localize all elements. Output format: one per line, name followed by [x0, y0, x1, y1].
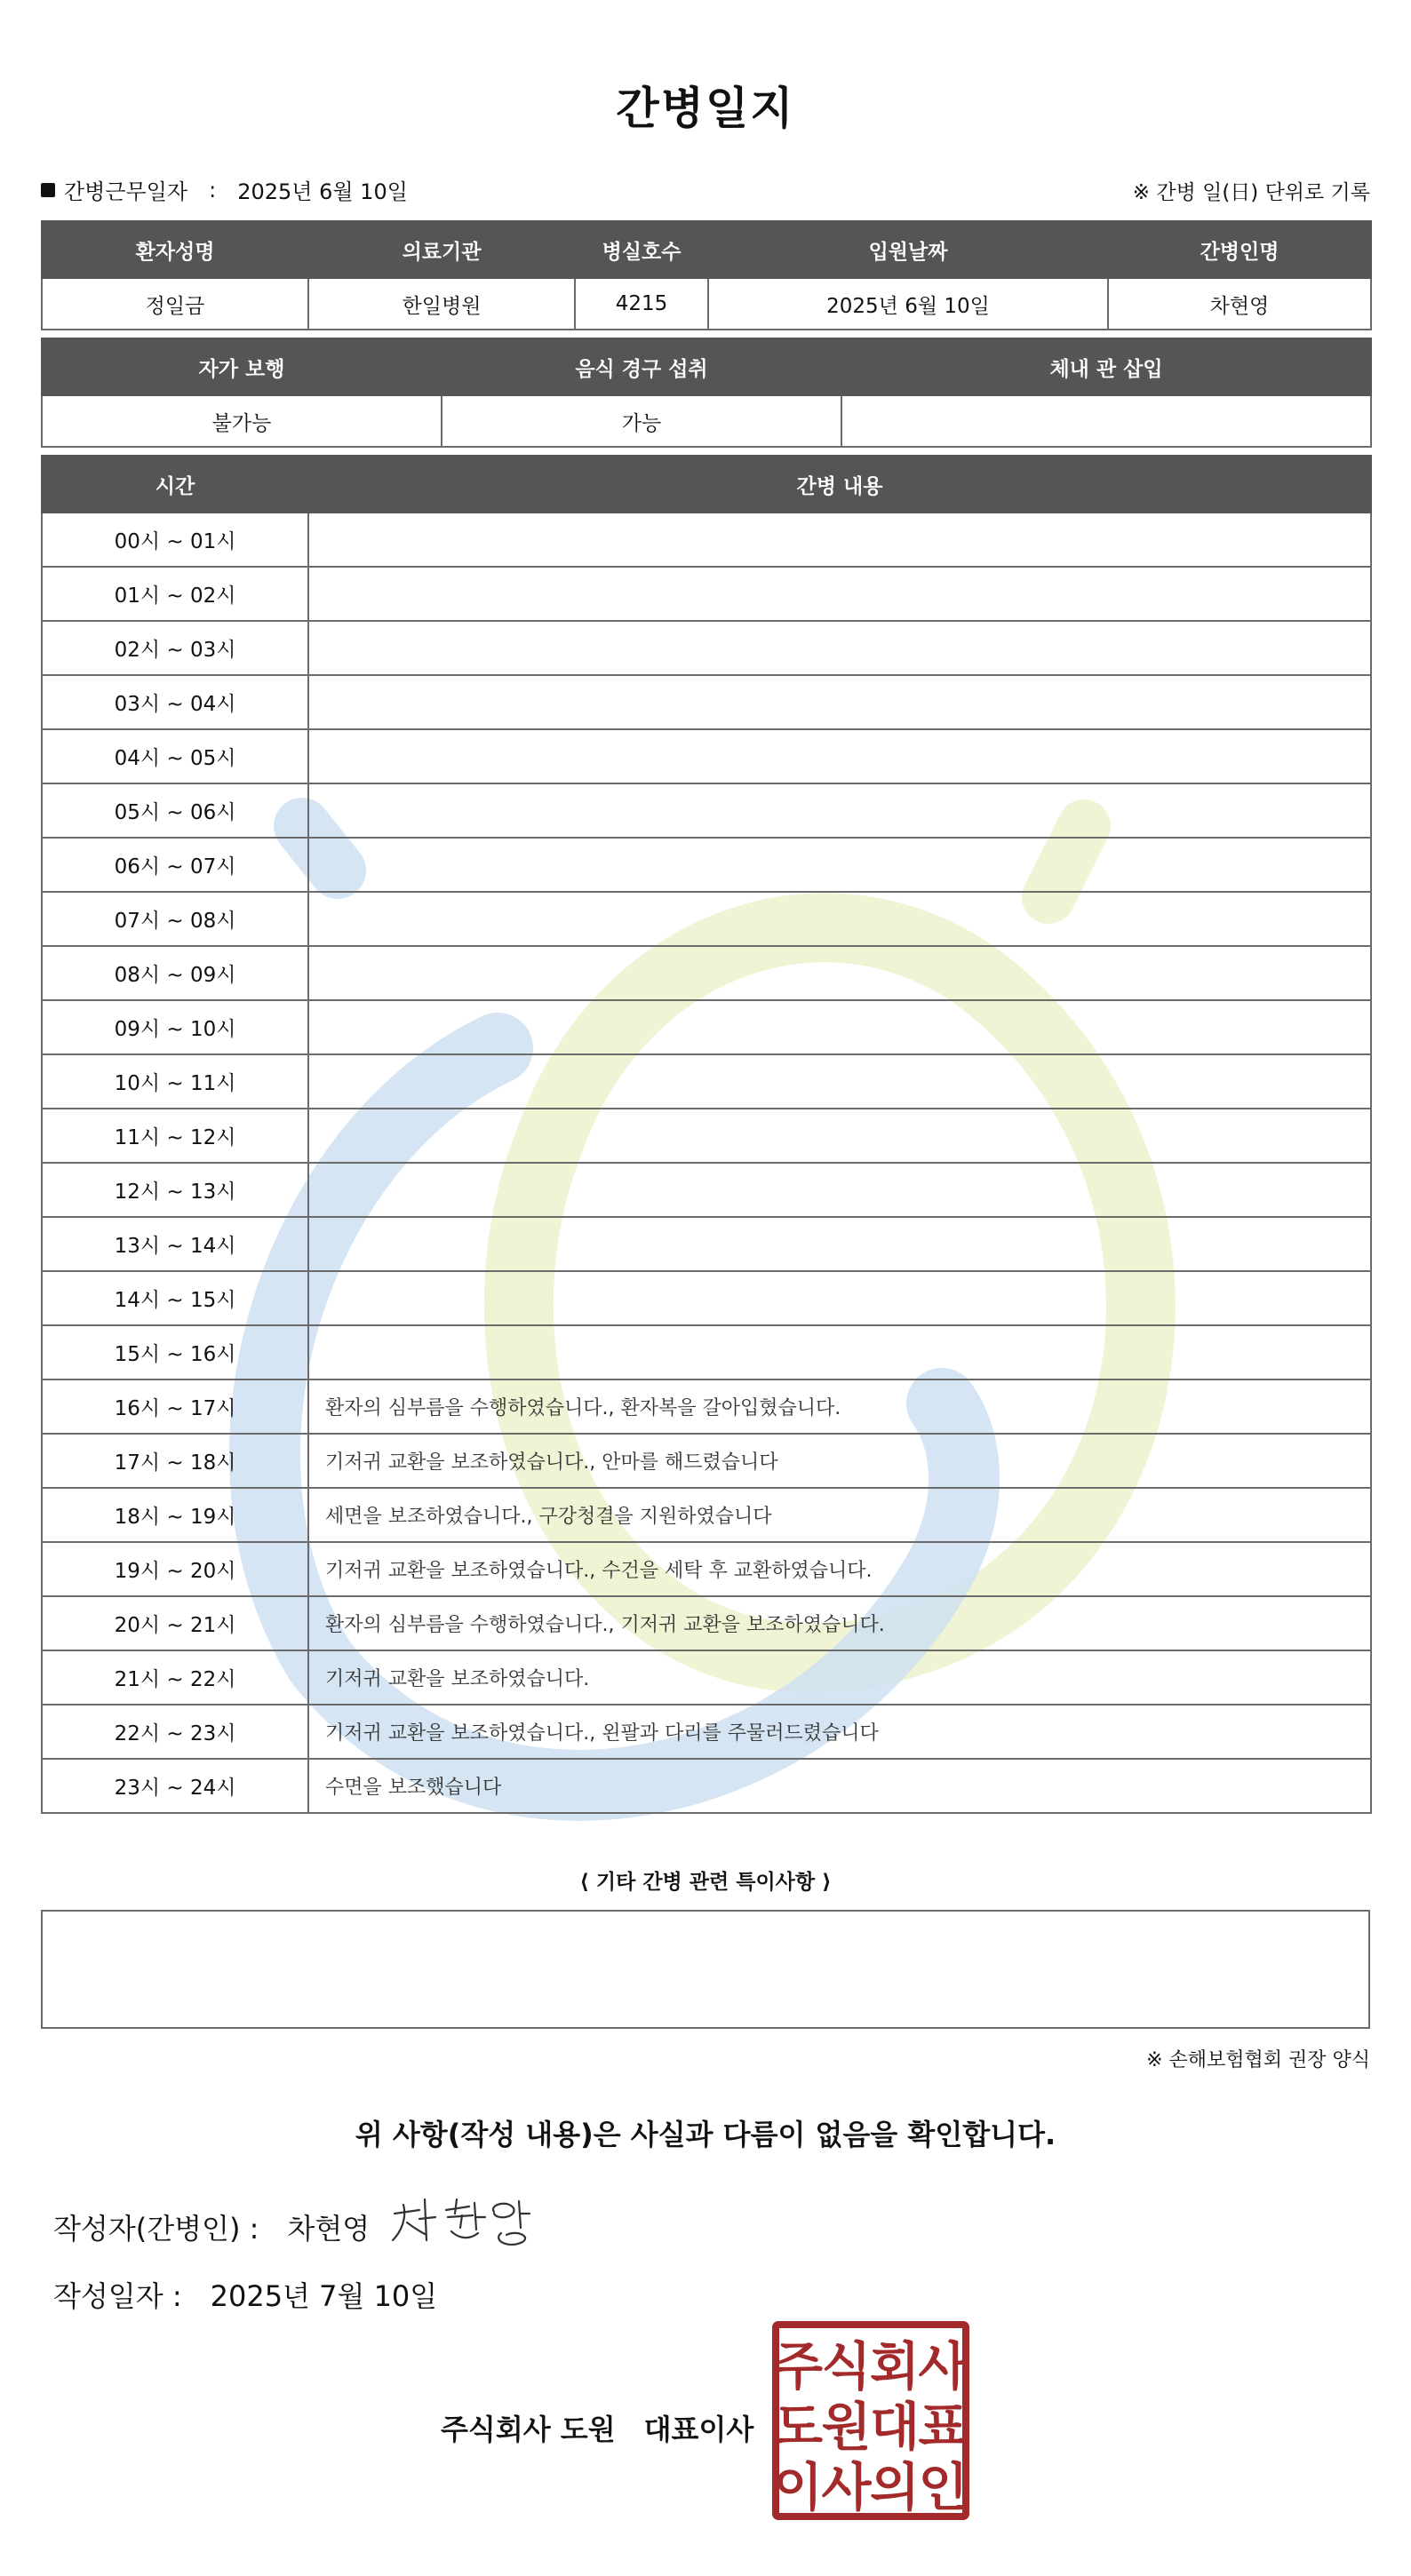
- seal-glyph: 주: [772, 2336, 824, 2397]
- table-row: [42, 395, 1371, 447]
- care-content-cell: [308, 729, 1371, 783]
- table-row: [42, 1000, 1371, 1054]
- care-content-cell: [308, 675, 1371, 729]
- table-row: [42, 1650, 1371, 1705]
- seal-glyph: 대: [869, 2397, 921, 2457]
- time-slot-cell: 12시 ~ 13시: [42, 1163, 308, 1217]
- bullet-square-icon: [41, 183, 55, 197]
- care-content-cell: [308, 567, 1371, 621]
- care-content-cell: [308, 946, 1371, 1000]
- header-care-content: 간병 내용: [308, 456, 1371, 513]
- handwritten-signature: [384, 2187, 544, 2258]
- document-title: 간병일지: [616, 83, 795, 134]
- patient-status-table: [41, 338, 1372, 448]
- time-slot-cell: 15시 ~ 16시: [42, 1325, 308, 1379]
- care-content-cell: 기저귀 교환을 보조하였습니다., 왼팔과 다리를 주물러드렸습니다: [308, 1705, 1371, 1759]
- care-content-cell: 기저귀 교환을 보조하였습니다.: [308, 1650, 1371, 1705]
- form-source-note: ※ 손해보험협회 권장 양식: [1146, 2049, 1370, 2071]
- table-row: [42, 1434, 1371, 1488]
- care-content-cell: [308, 1163, 1371, 1217]
- care-content-cell: [308, 1000, 1371, 1054]
- table-header-row: [42, 456, 1371, 513]
- time-slot-cell: 07시 ~ 08시: [42, 892, 308, 946]
- header-oral-intake: 음식 경구 섭취: [442, 338, 841, 395]
- time-slot-cell: 16시 ~ 17시: [42, 1379, 308, 1434]
- confirmation-statement: 위 사항(작성 내용)은 사실과 다름이 없음을 확인합니다.: [355, 2118, 1056, 2151]
- time-slot-cell: 00시 ~ 01시: [42, 513, 308, 567]
- tube-insertion-cell: [841, 395, 1371, 447]
- header-patient-name: 환자성명: [42, 221, 308, 278]
- care-content-cell: [308, 1109, 1371, 1163]
- header-admission-date: 입원날짜: [708, 221, 1108, 278]
- table-row: [42, 567, 1371, 621]
- record-unit-note: ※ 간병 일(日) 단위로 기록: [1132, 181, 1370, 204]
- time-slot-cell: 06시 ~ 07시: [42, 838, 308, 892]
- seal-glyph: 도: [772, 2397, 824, 2457]
- writer-line: [53, 2206, 370, 2247]
- company-name: 주식회사 도원: [441, 2413, 616, 2446]
- care-content-cell: 기저귀 교환을 보조하였습니다., 안마를 해드렸습니다: [308, 1434, 1371, 1488]
- header-room-number: 병실호수: [575, 221, 708, 278]
- care-content-cell: 환자의 심부름을 수행하였습니다., 기저귀 교환을 보조하였습니다.: [308, 1596, 1371, 1650]
- company-seal-stamp: [771, 2320, 970, 2521]
- self-walking-cell: 불가능: [42, 395, 442, 447]
- seal-glyph: 사: [821, 2457, 872, 2517]
- table-row: [42, 1054, 1371, 1109]
- table-row: [42, 1217, 1371, 1271]
- time-slot-cell: 22시 ~ 23시: [42, 1705, 308, 1759]
- remarks-title: ⟨ 기타 간병 관련 특이사항 ⟩: [579, 1871, 832, 1894]
- care-content-cell: [308, 621, 1371, 675]
- time-slot-cell: 23시 ~ 24시: [42, 1759, 308, 1813]
- room-number-cell: 4215: [575, 278, 708, 330]
- work-date-line: [41, 174, 408, 205]
- seal-glyph: 원: [821, 2397, 872, 2457]
- table-row: [42, 946, 1371, 1000]
- table-row: [42, 1705, 1371, 1759]
- time-slot-cell: 09시 ~ 10시: [42, 1000, 308, 1054]
- caregiver-name-cell: 차현영: [1108, 278, 1371, 330]
- admission-date-cell: 2025년 6월 10일: [708, 278, 1108, 330]
- patient-name-cell: 정일금: [42, 278, 308, 330]
- care-content-cell: [308, 1271, 1371, 1325]
- time-slot-cell: 19시 ~ 20시: [42, 1542, 308, 1596]
- time-slot-cell: 18시 ~ 19시: [42, 1488, 308, 1542]
- table-header-row: [42, 338, 1371, 395]
- table-row: [42, 892, 1371, 946]
- care-content-cell: 수면을 보조했습니다: [308, 1759, 1371, 1813]
- care-log-body: [42, 513, 1371, 1813]
- care-log-table: [41, 455, 1372, 1814]
- seal-glyph: 인: [918, 2457, 969, 2517]
- care-content-cell: 세면을 보조하였습니다., 구강청결을 지원하였습니다: [308, 1488, 1371, 1542]
- table-row: [42, 675, 1371, 729]
- time-slot-cell: 03시 ~ 04시: [42, 675, 308, 729]
- company-signature-line: [441, 2407, 753, 2448]
- writer-name: 차현영: [287, 2212, 371, 2246]
- seal-glyph: 이: [772, 2457, 824, 2517]
- seal-glyph: 식: [821, 2336, 872, 2397]
- table-row: [42, 1379, 1371, 1434]
- care-content-cell: [308, 838, 1371, 892]
- time-slot-cell: 20시 ~ 21시: [42, 1596, 308, 1650]
- seal-glyph: 회: [869, 2336, 921, 2397]
- hospital-cell: 한일병원: [308, 278, 575, 330]
- time-slot-cell: 21시 ~ 22시: [42, 1650, 308, 1705]
- time-slot-cell: 02시 ~ 03시: [42, 621, 308, 675]
- time-slot-cell: 13시 ~ 14시: [42, 1217, 308, 1271]
- table-row: [42, 1271, 1371, 1325]
- table-row: [42, 1163, 1371, 1217]
- header-time: 시간: [42, 456, 308, 513]
- header-hospital: 의료기관: [308, 221, 575, 278]
- writer-label: 작성자(간병인) :: [53, 2212, 259, 2246]
- care-content-cell: [308, 513, 1371, 567]
- table-row: [42, 1759, 1371, 1813]
- time-slot-cell: 04시 ~ 05시: [42, 729, 308, 783]
- care-content-cell: 환자의 심부름을 수행하였습니다., 환자복을 갈아입혔습니다.: [308, 1379, 1371, 1434]
- table-row: [42, 1488, 1371, 1542]
- time-slot-cell: 17시 ~ 18시: [42, 1434, 308, 1488]
- table-row: [42, 513, 1371, 567]
- patient-info-table: [41, 220, 1372, 330]
- seal-glyph: 의: [869, 2457, 921, 2517]
- seal-glyph: 표: [918, 2397, 969, 2457]
- written-date-value: 2025년 7월 10일: [210, 2279, 438, 2313]
- seal-glyph: 사: [918, 2336, 969, 2397]
- care-content-cell: [308, 783, 1371, 838]
- time-slot-cell: 08시 ~ 09시: [42, 946, 308, 1000]
- care-content-cell: [308, 1325, 1371, 1379]
- care-content-cell: [308, 1217, 1371, 1271]
- written-date-label: 작성일자 :: [53, 2279, 182, 2313]
- work-date-label: 간병근무일자: [64, 179, 188, 204]
- time-slot-cell: 14시 ~ 15시: [42, 1271, 308, 1325]
- header-tube-insertion: 체내 관 삽입: [841, 338, 1371, 395]
- care-content-cell: [308, 1054, 1371, 1109]
- time-slot-cell: 05시 ~ 06시: [42, 783, 308, 838]
- table-row: [42, 783, 1371, 838]
- care-content-cell: 기저귀 교환을 보조하였습니다., 수건을 세탁 후 교환하였습니다.: [308, 1542, 1371, 1596]
- table-row: [42, 729, 1371, 783]
- table-row: [42, 1109, 1371, 1163]
- table-row: [42, 1542, 1371, 1596]
- table-header-row: [42, 221, 1371, 278]
- header-caregiver-name: 간병인명: [1108, 221, 1371, 278]
- table-row: [42, 278, 1371, 330]
- remarks-box: [41, 1910, 1370, 2029]
- written-date-line: [53, 2274, 437, 2315]
- work-date-colon: :: [209, 177, 217, 203]
- table-row: [42, 838, 1371, 892]
- table-row: [42, 1325, 1371, 1379]
- table-row: [42, 1596, 1371, 1650]
- time-slot-cell: 11시 ~ 12시: [42, 1109, 308, 1163]
- oral-intake-cell: 가능: [442, 395, 841, 447]
- company-role: 대표이사: [643, 2413, 754, 2446]
- header-self-walking: 자가 보행: [42, 338, 442, 395]
- care-content-cell: [308, 892, 1371, 946]
- work-date-value: 2025년 6월 10일: [237, 179, 408, 204]
- table-row: [42, 621, 1371, 675]
- time-slot-cell: 01시 ~ 02시: [42, 567, 308, 621]
- time-slot-cell: 10시 ~ 11시: [42, 1054, 308, 1109]
